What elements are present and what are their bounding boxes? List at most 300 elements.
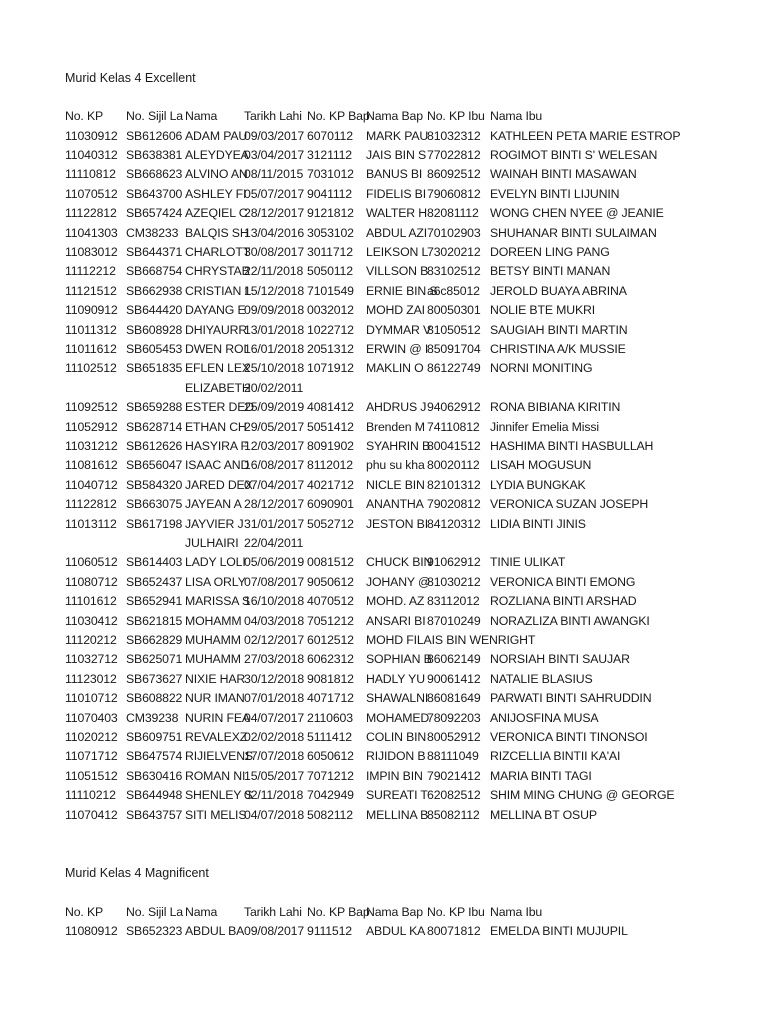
header-no-kp: No. KP: [65, 905, 104, 919]
table-row: [65, 612, 755, 631]
table-header-row: [65, 903, 755, 922]
nama-bapa-cell: ERWIN @ I: [366, 342, 429, 356]
nama-cell: MARISSA S: [185, 594, 250, 609]
tarikh-lahir-cell: 16/10/2018: [244, 594, 305, 609]
no-sijil-cell: CM38233: [126, 225, 179, 240]
nama-cell: RIJIELVENS: [185, 749, 253, 764]
table-row: [65, 262, 755, 281]
no-sijil-cell: SB647574: [126, 749, 183, 764]
no-sijil-cell: SB644420: [126, 303, 183, 318]
no-kp-cell: 11011612: [65, 342, 117, 356]
table-row: [65, 476, 755, 495]
no-kp-bapa-cell: 4021712: [307, 477, 354, 492]
no-kp-cell: 11121512: [65, 283, 117, 298]
nama-cell: ADAM PAU: [185, 128, 248, 143]
table-row: [65, 650, 755, 669]
tarikh-lahir-cell: 09/09/2018: [244, 303, 305, 318]
no-kp-bapa-cell: 0081512: [307, 555, 354, 570]
no-kp-bapa-cell: 7101549: [307, 283, 354, 298]
tarikh-lahir-cell: 02/12/2017: [244, 633, 305, 647]
no-kp-bapa-cell: 7071212: [307, 768, 354, 783]
tarikh-lahir-cell: 29/05/2017: [244, 419, 305, 434]
header-nama-ibu: Nama Ibu: [490, 905, 543, 919]
nama-cell: CRISTIAN L: [185, 283, 252, 298]
header-no-kp-ibu: No. KP Ibu: [427, 905, 485, 919]
nama-ibu-cell: ROGIMOT BINTI S' WELESAN: [490, 148, 658, 162]
header-tarikh-lahir: Tarikh Lahi: [244, 109, 302, 123]
tarikh-lahir-cell: 20/02/2011: [244, 380, 304, 395]
nama-ibu-cell: MELLINA BT OSUP: [490, 807, 597, 822]
nama-bapa-cell: SOPHIAN B: [366, 652, 432, 667]
no-kp-cell: 11070512: [65, 186, 118, 201]
no-kp-ibu-cell: 81032312: [427, 128, 481, 143]
table-row: [65, 786, 755, 805]
no-kp-bapa-cell: 7051212: [307, 613, 354, 628]
no-kp-ibu-cell: 94062912: [427, 400, 481, 415]
header-nama-ibu: Nama Ibu: [490, 109, 543, 123]
nama-bapa-cell: SYAHRIN B: [366, 439, 431, 453]
tarikh-lahir-cell: 08/11/2015: [244, 167, 304, 182]
nama-bapa-cell: VILLSON B: [366, 264, 429, 279]
nama-cell: NURIN FEA: [185, 710, 250, 725]
no-kp-cell: 11040312: [65, 148, 118, 162]
no-kp-bapa-cell: 5052712: [307, 516, 354, 531]
no-kp-bapa-cell: 6090901: [307, 497, 354, 512]
no-kp-cell: 11030412: [65, 613, 118, 628]
section-title: Murid Kelas 4 Excellent: [65, 71, 196, 85]
no-kp-cell: 11102512: [65, 361, 117, 376]
no-kp-cell: 11030912: [65, 128, 118, 143]
tarikh-lahir-cell: 13/01/2018: [244, 322, 305, 337]
no-kp-bapa-cell: 9050612: [307, 574, 354, 589]
nama-cell: ALVINO AN: [185, 167, 248, 182]
no-kp-ibu-cell: 79020812: [427, 497, 481, 512]
nama-bapa-cell: SHAWALNI: [366, 691, 429, 706]
no-kp-ibu-cell: 87010249: [427, 613, 481, 628]
nama-cell: JAYVIER J: [185, 516, 244, 531]
header-no-sijil: No. Sijil La: [126, 109, 183, 123]
no-kp-ibu-cell: 82081112: [427, 206, 479, 221]
tarikh-lahir-cell: 31/01/2017: [244, 516, 305, 531]
no-sijil-cell: CM39238: [126, 710, 179, 725]
no-kp-cell: 11122812: [65, 497, 117, 512]
no-kp-bapa-cell: 3121112: [307, 148, 352, 162]
nama-bapa-cell: ANANTHA: [366, 497, 424, 512]
nama-ibu-cell: VERONICA SUZAN JOSEPH: [490, 497, 649, 512]
no-kp-cell: 11083012: [65, 245, 118, 259]
no-kp-cell: 11080912: [65, 924, 118, 939]
nama-cell: LISA ORLY: [185, 574, 246, 589]
table-row: [65, 922, 755, 941]
no-kp-bapa-cell: 9081812: [307, 671, 354, 686]
nama-bapa-cell: MELLINA B: [366, 807, 429, 822]
no-kp-cell: 11112212: [65, 264, 116, 279]
nama-bapa-cell: ABDUL KA: [366, 924, 426, 939]
no-kp-cell: 11110812: [65, 167, 116, 182]
no-sijil-cell: SB673627: [126, 671, 183, 686]
no-kp-bapa-cell: 4070512: [307, 594, 354, 609]
nama-ibu-cell: WAINAH BINTI MASAWAN: [490, 167, 637, 182]
nama-bapa-cell: JOHANY @: [366, 574, 431, 589]
header-no-sijil: No. Sijil La: [126, 905, 183, 919]
no-kp-cell: 11101612: [65, 594, 117, 609]
nama-bapa-cell: IMPIN BIN: [366, 768, 423, 783]
nama-cell: ABDUL BA: [185, 924, 245, 939]
tarikh-lahir-cell: 16/01/2018: [244, 342, 305, 356]
nama-ibu-cell: RONA BIBIANA KIRITIN: [490, 400, 621, 415]
no-sijil-cell: SB638381: [126, 148, 183, 162]
tarikh-lahir-cell: 07/04/2017: [244, 477, 305, 492]
no-sijil-cell: SB659288: [126, 400, 183, 415]
tarikh-lahir-cell: 07/08/2017: [244, 574, 305, 589]
no-kp-cell: 11122812: [65, 206, 117, 221]
nama-ibu-cell: JEROLD BUAYA ABRINA: [490, 283, 627, 298]
nama-bapa-cell: MAKLIN O: [366, 361, 424, 376]
nama-cell: JAYEAN A: [185, 497, 242, 512]
no-kp-bapa-cell: 6050612: [307, 749, 354, 764]
no-kp-bapa-cell: 5050112: [307, 264, 353, 279]
nama-cell: REVALEXZ: [185, 730, 248, 744]
no-sijil-cell: SB605453: [126, 342, 183, 356]
no-kp-ibu-cell: 81050512: [427, 322, 481, 337]
nama-cell: ISAAC AND: [185, 458, 250, 473]
no-kp-cell: 11010712: [65, 691, 118, 706]
nama-cell: JARED DEX: [185, 477, 253, 492]
table-row: [65, 127, 755, 146]
no-kp-bapa-cell: 6062312: [307, 652, 354, 667]
table-row: [65, 728, 755, 747]
nama-bapa-cell: ERNIE BIN S: [366, 283, 438, 298]
table-row: [65, 321, 755, 340]
section-title: Murid Kelas 4 Magnificent: [65, 866, 209, 880]
table-row: [65, 767, 755, 786]
no-kp-bapa-cell: 9041112: [307, 186, 352, 201]
table-row: [65, 631, 755, 650]
tarikh-lahir-cell: 12/03/2017: [244, 439, 305, 453]
no-kp-bapa-cell: 5111412: [307, 730, 352, 744]
no-sijil-cell: SB625071: [126, 652, 183, 667]
no-sijil-cell: SB617198: [126, 516, 183, 531]
table-row: [65, 185, 755, 204]
nama-ibu-cell: EMELDA BINTI MUJUPIL: [490, 924, 628, 939]
no-kp-cell: 11052912: [65, 419, 118, 434]
no-sijil-cell: SB662829: [126, 633, 183, 647]
no-kp-cell: 11070403: [65, 710, 118, 725]
tarikh-lahir-cell: 05/07/2017: [244, 186, 305, 201]
table-row: [65, 806, 755, 825]
table-row: [65, 379, 755, 398]
no-sijil-cell: SB663075: [126, 497, 183, 512]
nama-bapa-cell: HADLY YU: [366, 671, 425, 686]
no-kp-ibu-cell: 80050301: [427, 303, 481, 318]
nama-ibu-cell: DOREEN LING PANG: [490, 245, 610, 259]
table-row: [65, 689, 755, 708]
no-sijil-cell: SB609751: [126, 730, 183, 744]
no-kp-ibu-cell: 86081649: [427, 691, 481, 706]
no-kp-bapa-cell: 1071912: [307, 361, 354, 376]
no-kp-ibu-cell: 79021412: [427, 768, 481, 783]
no-kp-bapa-cell: 8091902: [307, 439, 354, 453]
no-kp-ibu-cell: 80020112: [427, 458, 480, 473]
no-kp-ibu-cell: 78092203: [427, 710, 481, 725]
nama-cell: ASHLEY FI: [185, 186, 247, 201]
nama-cell: DWEN ROI: [185, 342, 247, 356]
no-kp-ibu-cell: 83102512: [427, 264, 481, 279]
table-row: [65, 282, 755, 301]
no-kp-ibu-cell: 74110812: [427, 419, 480, 434]
table-row: [65, 592, 755, 611]
no-kp-ibu-cell: 86122749: [427, 361, 481, 376]
table-row: [65, 573, 755, 592]
no-sijil-cell: SB643757: [126, 807, 183, 822]
no-sijil-cell: SB643700: [126, 186, 183, 201]
no-kp-cell: 11071712: [65, 749, 118, 764]
tarikh-lahir-cell: 25/10/2018: [244, 361, 305, 376]
nama-ibu-cell: NOLIE BTE MUKRI: [490, 303, 596, 318]
nama-cell: MUHAMM: [185, 633, 241, 647]
tarikh-lahir-cell: 17/07/2018: [244, 749, 305, 764]
nama-bapa-cell: DYMMAR V: [366, 322, 432, 337]
nama-bapa-cell: ABDUL AZI: [366, 225, 428, 240]
no-kp-ibu-cell: 83112012: [427, 594, 480, 609]
nama-bapa-cell: MOHD ZAI: [366, 303, 425, 318]
nama-bapa-cell: BANUS BI: [366, 167, 423, 182]
nama-bapa-cell: NICLE BIN: [366, 477, 425, 492]
nama-bapa-cell: MOHAMED: [366, 710, 430, 725]
nama-bapa-cell: RIJIDON B: [366, 749, 426, 764]
nama-ibu-cell: MARIA BINTI TAGI: [490, 768, 592, 783]
no-kp-cell: 11081612: [65, 458, 118, 473]
nama-cell: ALEYDYEA: [185, 148, 249, 162]
nama-ibu-cell: NATALIE BLASIUS: [490, 671, 593, 686]
no-kp-ibu-cell: 77022812: [427, 148, 481, 162]
no-sijil-cell: SB657424: [126, 206, 183, 221]
table-row: [65, 340, 755, 359]
nama-cell: BALQIS SH: [185, 225, 249, 240]
no-sijil-cell: SB614403: [126, 555, 183, 570]
nama-ibu-cell: WONG CHEN NYEE @ JEANIE: [490, 206, 664, 221]
no-kp-bapa-cell: 9121812: [307, 206, 354, 221]
nama-ibu-cell: SHUHANAR BINTI SULAIMAN: [490, 225, 657, 240]
table-row: [65, 243, 755, 262]
no-kp-cell: 11041303: [65, 225, 118, 240]
no-kp-cell: 11120212: [65, 633, 117, 647]
nama-bapa-cell: MOHD. AZ: [366, 594, 425, 609]
table-row: [65, 398, 755, 417]
nama-ibu-cell: NORAZLIZA BINTI AWANGKI: [490, 613, 650, 628]
table-row: [65, 456, 755, 475]
table-row: [65, 515, 755, 534]
header-nama: Nama: [185, 905, 218, 919]
no-sijil-cell: SB652323: [126, 924, 183, 939]
tarikh-lahir-cell: 09/03/2017: [244, 128, 305, 143]
nama-ibu-cell: BETSY BINTI MANAN: [490, 264, 611, 279]
no-kp-cell: 11060512: [65, 555, 118, 570]
nama-bapa-cell: WALTER H: [366, 206, 427, 221]
nama-cell: CHRYSTAB: [185, 264, 250, 279]
table-row: [65, 747, 755, 766]
nama-ibu-cell: LIDIA BINTI JINIS: [490, 516, 586, 531]
no-sijil-cell: SB662938: [126, 283, 183, 298]
nama-ibu-cell: PARWATI BINTI SAHRUDDIN: [490, 691, 652, 706]
table-row: [65, 437, 755, 456]
no-kp-bapa-cell: 1022712: [307, 322, 354, 337]
nama-bapa-cell: MOHD FILAIS BIN WENRIGHT: [366, 633, 536, 647]
tarikh-lahir-cell: 07/01/2018: [244, 691, 305, 706]
no-kp-ibu-cell: 85091704: [427, 342, 481, 356]
tarikh-lahir-cell: 22/11/2018: [244, 264, 304, 279]
nama-bapa-cell: AHDRUS J: [366, 400, 427, 415]
no-kp-cell: 11123012: [65, 671, 117, 686]
no-kp-ibu-cell: a6c85012: [427, 283, 480, 298]
nama-bapa-cell: FIDELIS BI: [366, 186, 427, 201]
no-kp-ibu-cell: 62082512: [427, 788, 481, 803]
no-kp-ibu-cell: 70102903: [427, 225, 481, 240]
nama-ibu-cell: ROZLIANA BINTI ARSHAD: [490, 594, 637, 609]
header-tarikh-lahir: Tarikh Lahi: [244, 905, 302, 919]
table-row: [65, 418, 755, 437]
nama-cell: LADY LOLI: [185, 555, 246, 570]
no-sijil-cell: SB608822: [126, 691, 183, 706]
nama-cell: ETHAN CH: [185, 419, 247, 434]
no-sijil-cell: SB584320: [126, 477, 183, 492]
table-row: [65, 709, 755, 728]
nama-cell: AZEQIEL C: [185, 206, 248, 221]
tarikh-lahir-cell: 15/05/2017: [244, 768, 305, 783]
table-row: [65, 553, 755, 572]
no-kp-bapa-cell: 2110603: [307, 710, 353, 725]
table-row: [65, 495, 755, 514]
no-kp-bapa-cell: 7031012: [307, 167, 354, 182]
nama-bapa-cell: Brenden M: [366, 419, 425, 434]
no-kp-cell: 11090912: [65, 303, 118, 318]
no-kp-bapa-cell: 0032012: [307, 303, 354, 318]
no-kp-cell: 11070412: [65, 807, 118, 822]
tarikh-lahir-cell: 05/06/2019: [244, 555, 305, 570]
header-no-kp-ibu: No. KP Ibu: [427, 109, 485, 123]
tarikh-lahir-cell: 13/04/2016: [244, 225, 305, 240]
no-kp-cell: 11032712: [65, 652, 118, 667]
no-kp-cell: 11013112: [65, 516, 117, 531]
nama-cell: MOHAMM: [185, 613, 242, 628]
no-kp-cell: 11040712: [65, 477, 118, 492]
tarikh-lahir-cell: 27/03/2018: [244, 652, 305, 667]
no-sijil-cell: SB608928: [126, 322, 183, 337]
nama-cell: JULHAIRI: [185, 536, 239, 550]
no-kp-bapa-cell: 6012512: [307, 633, 354, 647]
header-no-kp: No. KP: [65, 109, 104, 123]
no-kp-cell: 11011312: [65, 322, 117, 337]
no-kp-cell: 11020212: [65, 730, 118, 744]
no-kp-ibu-cell: 81030212: [427, 574, 481, 589]
no-sijil-cell: SB612626: [126, 439, 183, 453]
no-kp-cell: 11092512: [65, 400, 118, 415]
no-sijil-cell: SB644948: [126, 788, 183, 803]
nama-bapa-cell: JAIS BIN S: [366, 148, 427, 162]
nama-cell: ELIZABETH: [185, 380, 251, 395]
tarikh-lahir-cell: 02/02/2018: [244, 730, 305, 744]
nama-cell: DAYANG E: [185, 303, 246, 318]
nama-bapa-cell: ANSARI BI: [366, 613, 426, 628]
nama-bapa-cell: LEIKSON L: [366, 245, 429, 259]
no-sijil-cell: SB628714: [126, 419, 183, 434]
no-kp-ibu-cell: 86092512: [427, 167, 481, 182]
nama-cell: HASYIRA F: [185, 439, 248, 453]
nama-cell: DHIYAURR: [185, 322, 248, 337]
nama-bapa-cell: SUREATI T: [366, 788, 428, 803]
no-kp-bapa-cell: 4071712: [307, 691, 354, 706]
tarikh-lahir-cell: 03/04/2017: [244, 148, 305, 162]
nama-ibu-cell: VERONICA BINTI TINONSOI: [490, 730, 648, 744]
no-kp-ibu-cell: 80071812: [427, 924, 481, 939]
no-kp-bapa-cell: 8112012: [307, 458, 353, 473]
no-kp-ibu-cell: 84120312: [427, 516, 481, 531]
tarikh-lahir-cell: 30/12/2018: [244, 671, 305, 686]
no-kp-bapa-cell: 2051312: [307, 342, 354, 356]
no-kp-cell: 11110212: [65, 788, 116, 803]
no-kp-bapa-cell: 9111512: [307, 924, 352, 939]
nama-cell: ROMAN NI: [185, 768, 246, 783]
nama-cell: MUHAMM: [185, 652, 241, 667]
table-header-row: [65, 107, 755, 126]
table-row: [65, 165, 755, 184]
nama-ibu-cell: Jinnifer Emelia Missi: [490, 419, 599, 434]
no-kp-ibu-cell: 88111049: [427, 749, 479, 764]
nama-ibu-cell: RIZCELLIA BINTII KA'AI: [490, 749, 621, 764]
table-row: [65, 670, 755, 689]
tarikh-lahir-cell: 16/08/2017: [244, 458, 305, 473]
nama-cell: SITI MELIS: [185, 807, 247, 822]
header-nama-bapa: Nama Bap: [366, 905, 423, 919]
no-kp-ibu-cell: 73020212: [427, 245, 481, 259]
header-nama-bapa: Nama Bap: [366, 109, 423, 123]
nama-bapa-cell: COLIN BIN: [366, 730, 427, 744]
tarikh-lahir-cell: 04/07/2017: [244, 710, 305, 725]
nama-ibu-cell: SAUGIAH BINTI MARTIN: [490, 322, 628, 337]
nama-ibu-cell: TINIE ULIKAT: [490, 555, 566, 570]
header-nama: Nama: [185, 109, 218, 123]
no-sijil-cell: SB668754: [126, 264, 183, 279]
nama-cell: SHENLEY S: [185, 788, 253, 803]
nama-ibu-cell: KATHLEEN PETA MARIE ESTROP: [490, 128, 681, 143]
no-sijil-cell: SB621815: [126, 613, 183, 628]
no-sijil-cell: SB630416: [126, 768, 183, 783]
table-row: [65, 359, 755, 378]
table-row: [65, 301, 755, 320]
no-kp-ibu-cell: 90061412: [427, 671, 481, 686]
no-kp-bapa-cell: 4081412: [307, 400, 354, 415]
nama-cell: NUR IMAN: [185, 691, 245, 706]
no-kp-cell: 11031212: [65, 439, 118, 453]
no-sijil-cell: SB612606: [126, 128, 183, 143]
no-kp-bapa-cell: 5082112: [307, 807, 353, 822]
tarikh-lahir-cell: 04/07/2018: [244, 807, 305, 822]
no-sijil-cell: SB652941: [126, 594, 183, 609]
tarikh-lahir-cell: 28/12/2017: [244, 206, 305, 221]
tarikh-lahir-cell: 02/11/2018: [244, 788, 304, 803]
no-kp-ibu-cell: 80041512: [427, 439, 481, 453]
no-sijil-cell: SB651835: [126, 361, 183, 376]
nama-ibu-cell: LISAH MOGUSUN: [490, 458, 592, 473]
nama-ibu-cell: HASHIMA BINTI HASBULLAH: [490, 439, 654, 453]
tarikh-lahir-cell: 09/08/2017: [244, 924, 305, 939]
nama-ibu-cell: ANIJOSFINA MUSA: [490, 710, 599, 725]
no-kp-ibu-cell: 86062149: [427, 652, 481, 667]
no-kp-bapa-cell: 5051412: [307, 419, 354, 434]
nama-bapa-cell: MARK PAU: [366, 128, 429, 143]
tarikh-lahir-cell: 04/03/2018: [244, 613, 305, 628]
nama-ibu-cell: NORNI MONITING: [490, 361, 593, 376]
